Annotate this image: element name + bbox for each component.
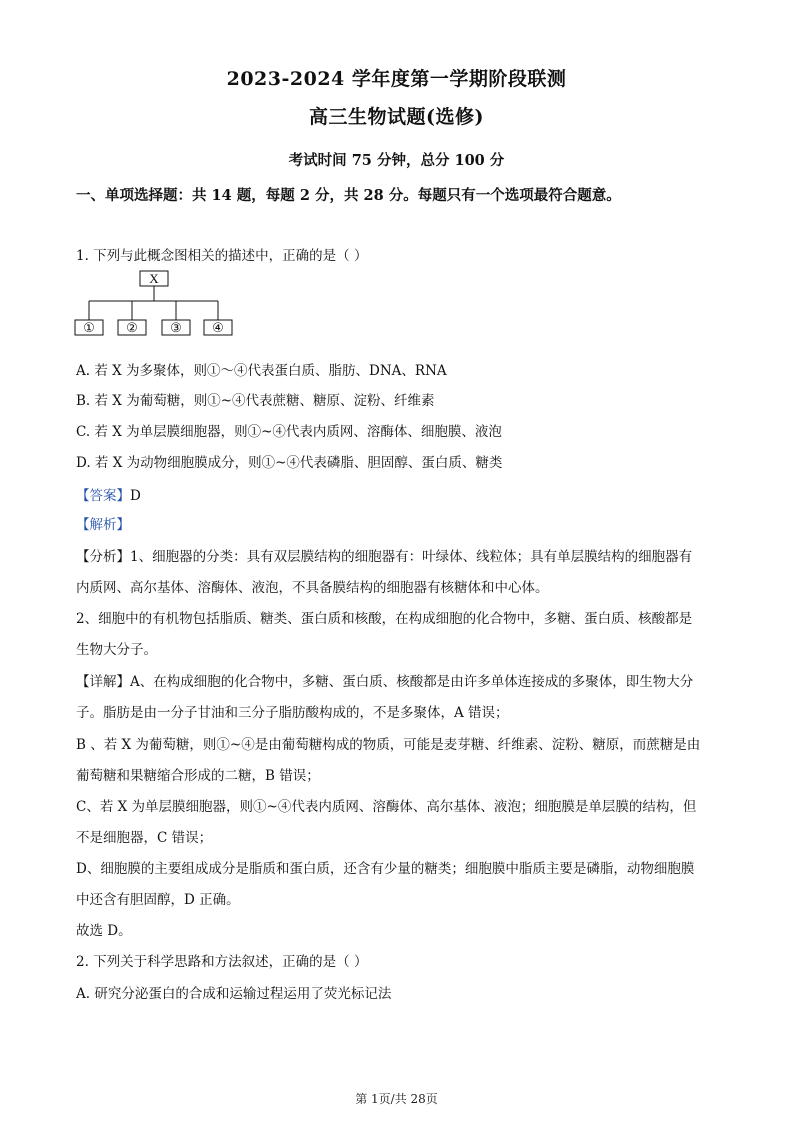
analysis-tag: 【解析】 [76, 517, 130, 533]
diagram-child-label-4: ④ [212, 320, 224, 335]
analysis-line: 故选 D。 [76, 923, 132, 939]
section-heading: 一、单项选择题：共 14 题，每题 2 分，共 28 分。每题只有一个选项最符合题意。 [76, 187, 621, 204]
answer-value: D [130, 488, 141, 504]
analysis-line: C、若 X 为单层膜细胞器，则①~④代表内质网、溶酶体、高尔基体、液泡；细胞膜是单层膜的结构，但 [76, 799, 697, 815]
question-1-option-a: A. 若 X 为多聚体，则①～④代表蛋白质、脂肪、DNA、RNA [76, 363, 447, 379]
question-2-option-a: A. 研究分泌蛋白的合成和运输过程运用了荧光标记法 [76, 986, 392, 1002]
analysis-line: 内质网、高尔基体、溶酶体、液泡，不具备膜结构的细胞器有核糖体和中心体。 [76, 580, 549, 596]
answer-tag: 【答案】 [76, 488, 130, 504]
question-1-stem: 1. 下列与此概念图相关的描述中，正确的是（ ） [76, 248, 368, 264]
analysis-line: B 、若 X 为葡萄糖，则①~④是由葡萄糖构成的物质，可能是麦芽糖、纤维素、淀粉、糖原，而蔗糖是由 [76, 737, 701, 753]
answer-line [76, 484, 141, 504]
exam-subtitle: 高三生物试题(选修) [309, 106, 484, 128]
analysis-line: 不是细胞器，C 错误； [76, 830, 213, 846]
diagram-child-label-3: ③ [170, 320, 182, 335]
page-number: 第 1页/共 28页 [355, 1092, 438, 1106]
analysis-line: 子。脂肪是由一分子甘油和三分子脂肪酸构成的，不是多聚体，A 错误； [76, 705, 509, 721]
exam-info: 考试时间 75 分钟，总分 100 分 [288, 152, 505, 169]
question-2-stem: 2. 下列关于科学思路和方法叙述，正确的是（ ） [76, 954, 368, 970]
question-1-option-c: C. 若 X 为单层膜细胞器，则①~④代表内质网、溶酶体、细胞膜、液泡 [76, 424, 502, 440]
diagram-root-label: X [149, 271, 159, 286]
analysis-line: 2、细胞中的有机物包括脂质、糖类、蛋白质和核酸，在构成细胞的化合物中，多糖、蛋白质、核酸都是 [76, 611, 693, 627]
analysis-line: 【详解】A、在构成细胞的化合物中，多糖、蛋白质、核酸都是由许多单体连接成的多聚体，即生物大分 [76, 674, 694, 690]
analysis-line: D、细胞膜的主要组成成分是脂质和蛋白质，还含有少量的糖类；细胞膜中脂质主要是磷脂，动物细胞膜 [76, 861, 695, 877]
analysis-line: 生物大分子。 [76, 642, 157, 658]
question-1-option-d: D. 若 X 为动物细胞膜成分，则①~④代表磷脂、胆固醇、蛋白质、糖类 [76, 455, 503, 471]
analysis-line: 葡萄糖和果糖缩合形成的二糖，B 错误； [76, 768, 320, 784]
exam-title: 2023-2024 学年度第一学期阶段联测 [226, 68, 567, 90]
concept-diagram [72, 268, 237, 340]
analysis-line: 【分析】1、细胞器的分类：具有双层膜结构的细胞器有：叶绿体、线粒体；具有单层膜结构的细胞器有 [76, 549, 693, 565]
analysis-line: 中还含有胆固醇，D 正确。 [76, 892, 240, 908]
diagram-child-label-1: ① [83, 320, 95, 335]
diagram-child-label-2: ② [126, 320, 138, 335]
question-1-option-b: B. 若 X 为葡萄糖，则①~④代表蔗糖、糖原、淀粉、纤维素 [76, 393, 435, 409]
